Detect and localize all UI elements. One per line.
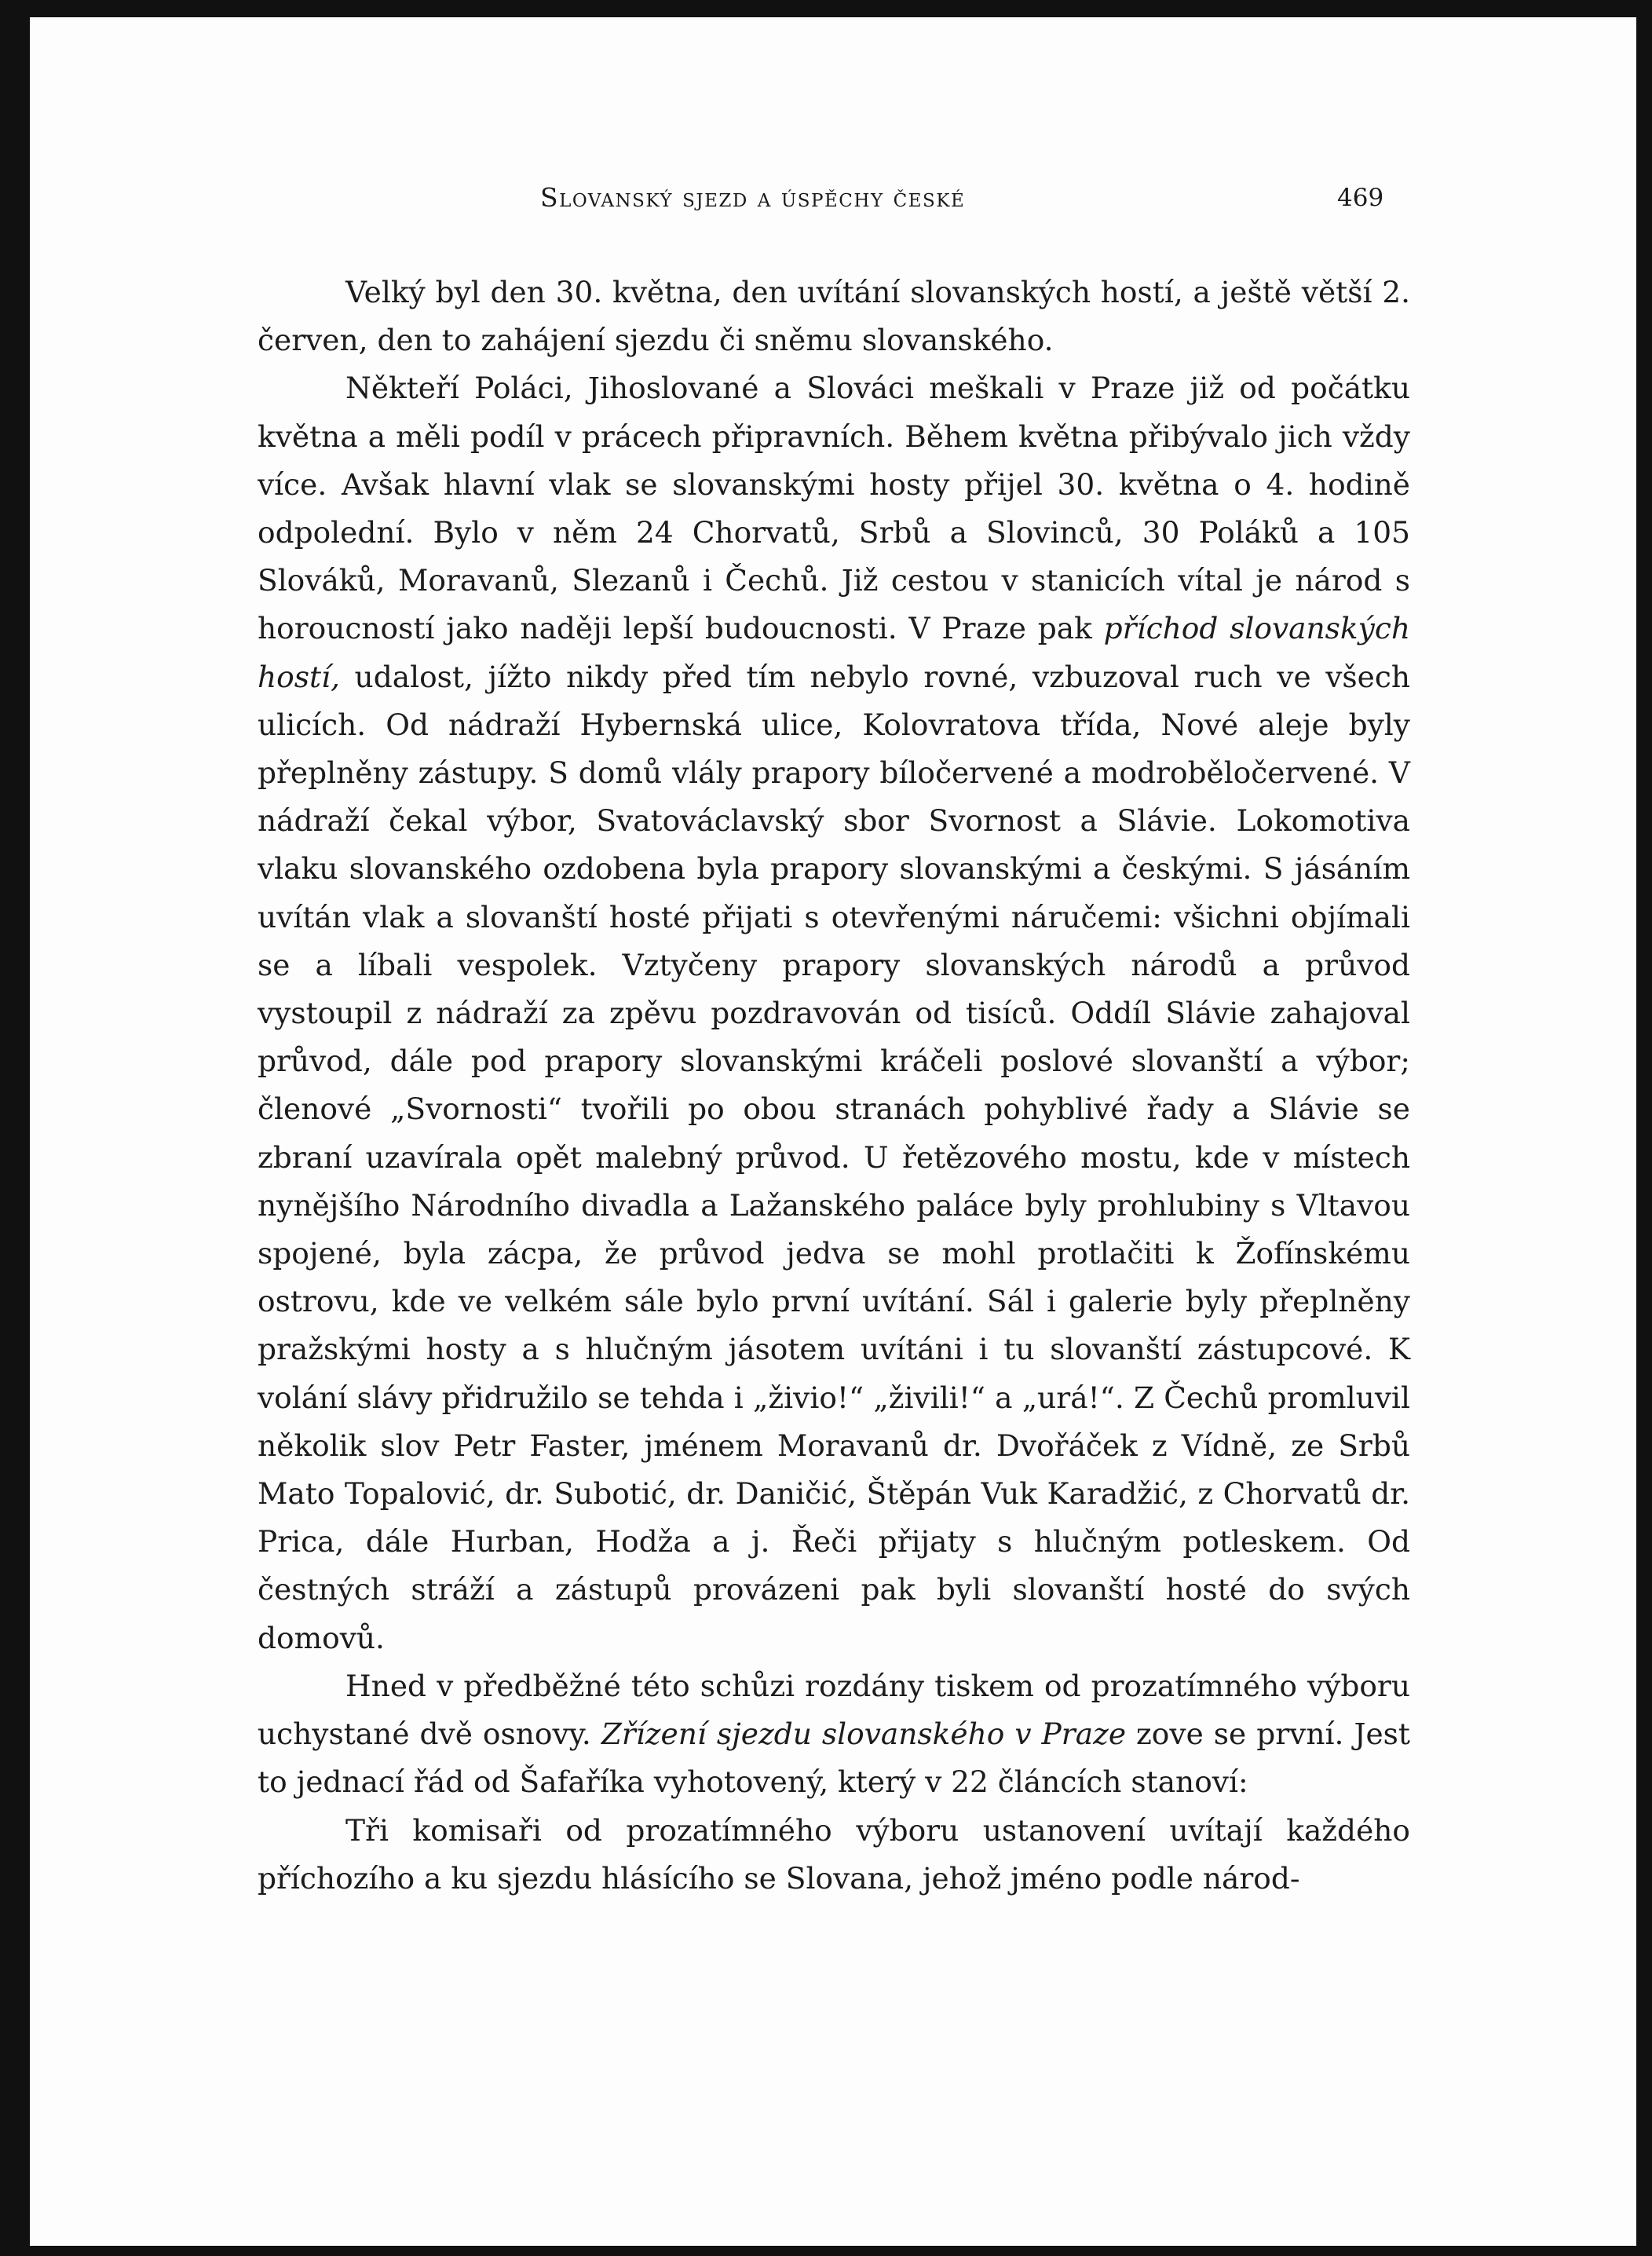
paragraph-2-text-b: udalost, jížto nikdy před tím nebylo rovné, vzbuzoval ruch ve všech ulicích. Od nádraží Hybernská ulice, Kolovratova třída, Nové aleje byly přeplněny zástupy. S domů vlály prapory bíločervené a modroběločervené. V nádraží čekal výbor, Svatováclavský sbor Svornost a Slávie. Lokomotiva vlaku slovanského ozdobena byla prapory slovanskými a českými. S jásáním uvítán vlak a slovanští hosté přijati s otevřenými náručemi: všichni objímali se a líbali vespolek. Vztyčeny prapory slovanských národů a průvod vystoupil z nádraží za zpěvu pozdravován od tisíců. Oddíl Slávie zahajoval průvod, dále pod prapory slovanskými kráčeli poslové slovanští a výbor; členové „Svornosti“ tvořili po obou stranách pohyblivé řady a Slávie se zbraní uzavírala opět malebný průvod. U řetězového mostu, kde v místech nynějšího Národního divadla a Lažanského paláce byly prohlubiny s Vltavou spojené, byla zácpa, že průvod jedva se mohl protlačiti k Žofínskému ostrovu, kde ve velkém sále bylo první uvítání. Sál i galerie byly přeplněny pražskými hosty a s hlučným jásotem uvítáni i tu slovanští zástupcové. K volání slávy přidružilo se tehda i „živio!“ „živili!“ a „urá!“. Z Čechů promluvil několik slov Petr Faster, jménem Moravanů dr. Dvořáček z Vídně, ze Srbů Mato Topalović, dr. Subotić, dr. Daničić, Štěpán Vuk Karadžić, z Chorvatů dr. Prica, dále Hurban, Hodža a j. Řeči přijaty s hlučným potleskem. Od čestných stráží a zástupů provázeni pak byli slovanští hosté do svých domovů.	[258, 659, 1410, 1655]
paragraph-4: Tři komisaři od prozatímného výboru ustanovení uvítají každého příchozího a ku sjezdu hlásícího se Slovana, jehož jméno podle národ-	[258, 1812, 1410, 1896]
paragraph-3-text-a: Hned v předběžné této schůzi rozdány tiskem od prozatímného výboru uchystané dvě osnovy.	[258, 1668, 1410, 1752]
paragraph-3-text-b: zove se první. Jest to jednací řád od Šafaříka vyhotovený, který v 22 článcích stanoví:	[258, 1717, 1410, 1800]
paragraph-2-text-a: Někteří Poláci, Jihoslované a Slováci meškali v Praze již od počátku května a měli podíl v prácech připravních. Během května přibývalo jich vždy více. Avšak hlavní vlak se slovanskými hosty přijel 30. května o 4. hodině odpolední. Bylo v něm 24 Chorvatů, Srbů a Slovinců, 30 Poláků a 105 Slováků, Moravanů, Slezanů i Čechů. Již cestou v stanicích vítal je národ s horoucností jako naději lepší budoucnosti. V Praze pak	[258, 371, 1410, 646]
paragraph-2-emphasis: příchod slovanských hostí,	[258, 611, 1410, 694]
paragraph-3	[258, 1662, 1410, 1807]
paragraph-2	[258, 364, 1410, 1662]
running-title: Slovanský sjezd a úspěchy české	[540, 182, 966, 213]
body-text	[258, 269, 1410, 1903]
page-number: 469	[1337, 184, 1384, 212]
page-header	[30, 182, 1636, 229]
book-page	[30, 17, 1636, 2246]
paragraph-1: Velký byl den 30. května, den uvítání slovanských hostí, a ještě větší 2. červen, den to zahájení sjezdu či sněmu slovanského.	[258, 275, 1410, 358]
paragraph-3-emphasis: Zřízení sjezdu slovanského v Praze	[601, 1717, 1127, 1752]
